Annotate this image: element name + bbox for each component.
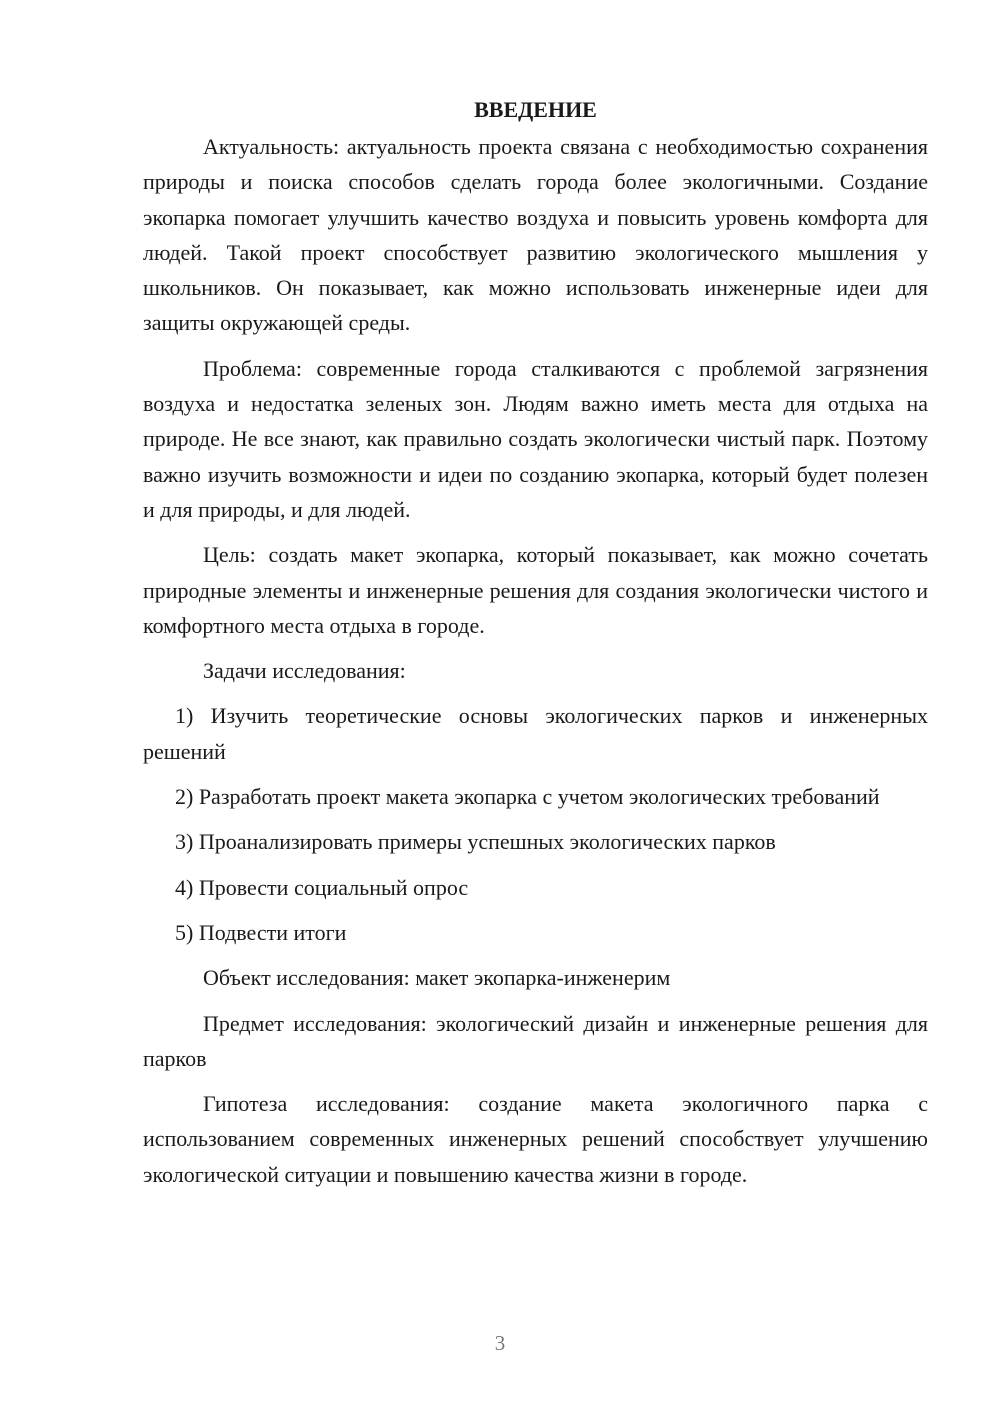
task-item: 5) Подвести итоги [175, 919, 347, 945]
paragraph-goal: Цель: создать макет экопарка, который показывает, как можно сочетать природные элементы и инженерные решения для создания экологически чистого и комфортного места отдыха в городе. [143, 542, 928, 638]
paragraph-tasks-title: Задачи исследования: [203, 658, 406, 684]
document-page [143, 92, 928, 1202]
paragraph-problem: Проблема: современные города сталкиваются с проблемой загрязнения воздуха и недостатка зеленых зон. Людям важно иметь места для отдыха на природе. Не все знают, как правильно создать экологически чистый парк. Поэтому важно изучить возможности и идеи по созданию экопарка, который будет полезен и для природы, и для людей. [143, 355, 928, 522]
task-item: 3) Проанализировать примеры успешных экологических парков [175, 829, 776, 855]
page-number: 3 [494, 1331, 506, 1355]
paragraph-subject: Предмет исследования: экологический дизайн и инженерные решения для парков [143, 1010, 928, 1071]
page-title: ВВЕДЕНИЕ [474, 97, 597, 122]
paragraph-object: Объект исследования: макет экопарка-инженерим [203, 965, 671, 991]
task-item: 4) Провести социальный опрос [175, 874, 469, 900]
task-item: 1) Изучить теоретические основы экологических парков и инженерных решений [143, 703, 928, 764]
task-item: 2) Разработать проект макета экопарка с учетом экологических требований [175, 784, 880, 810]
paragraph-relevance: Актуальность: актуальность проекта связана с необходимостью сохранения природы и поиска способов сделать города более экологичными. Создание экопарка помогает улучшить качество воздуха и повысить уровень комфорта для людей. Такой проект способствует развитию экологического мышления у школьников. Он показывает, как можно использовать инженерные идеи для защиты окружающей среды. [143, 134, 928, 336]
paragraph-hypothesis: Гипотеза исследования: создание макета экологичного парка с использованием современных инженерных решений способствует улучшению экологической ситуации и повышению качества жизни в городе. [143, 1091, 928, 1187]
